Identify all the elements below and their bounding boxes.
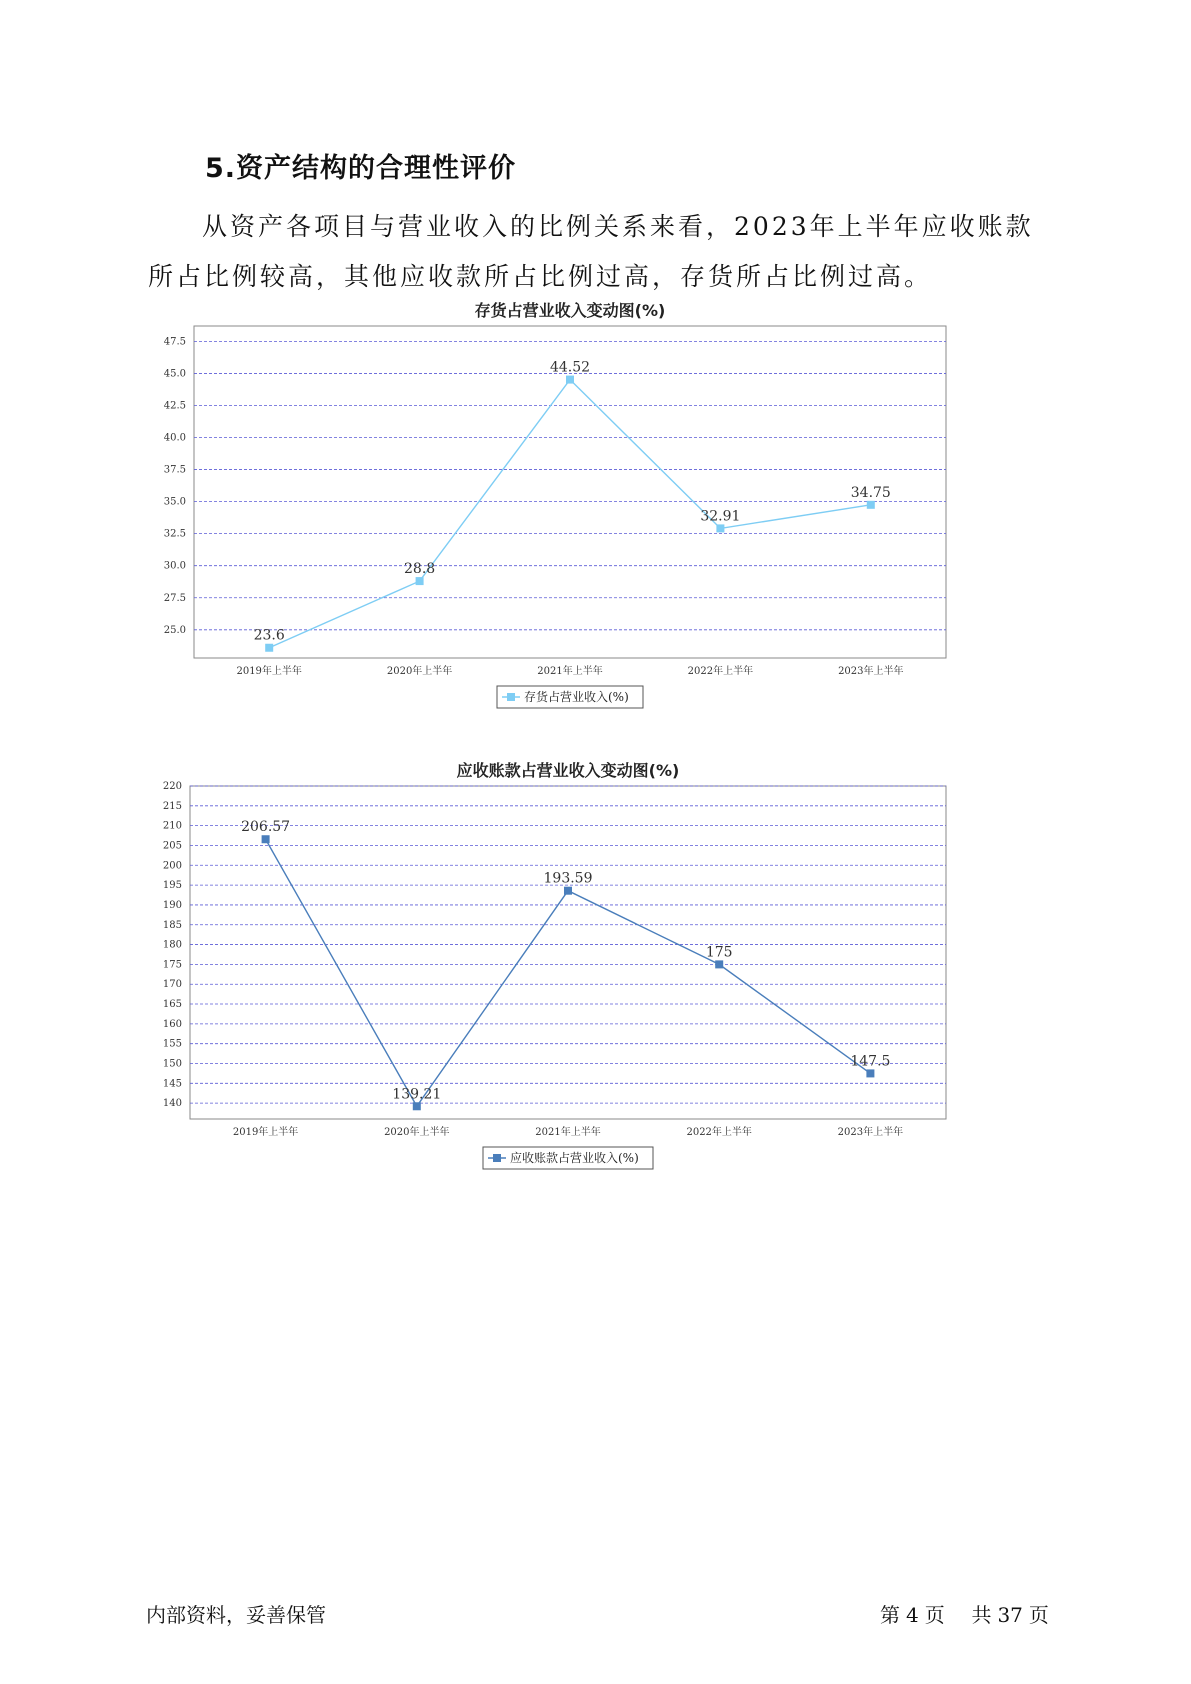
data-label: 34.75 <box>850 484 891 501</box>
plot-area <box>190 786 946 1119</box>
x-tick-label: 2019年上半年 <box>236 666 302 677</box>
x-tick-label: 2020年上半年 <box>386 666 453 677</box>
body-paragraph <box>148 202 1048 302</box>
data-point <box>715 960 723 968</box>
y-tick-label: 170 <box>162 979 182 991</box>
data-point <box>867 501 875 509</box>
y-tick-label: 27.5 <box>163 592 186 604</box>
data-label: 23.6 <box>253 627 285 644</box>
legend-label: 应收账款占营业收入(%) <box>510 1151 639 1165</box>
data-point <box>262 835 270 843</box>
footer-page-number <box>880 1599 1055 1628</box>
y-tick-label: 30.0 <box>163 560 186 572</box>
legend-marker <box>507 693 515 701</box>
x-tick-label: 2022年上半年 <box>686 1127 752 1138</box>
section-heading: 5.资产结构的合理性评价 <box>205 153 517 184</box>
data-point <box>564 887 572 895</box>
y-tick-label: 25.0 <box>163 624 186 636</box>
data-point <box>413 1102 421 1110</box>
y-tick-label: 200 <box>162 860 182 872</box>
y-tick-label: 35.0 <box>163 496 186 508</box>
y-tick-label: 165 <box>162 999 182 1011</box>
data-point <box>866 1069 874 1077</box>
data-label: 193.59 <box>543 870 593 887</box>
y-tick-label: 180 <box>162 939 182 951</box>
x-tick-label: 2023年上半年 <box>837 1127 904 1138</box>
y-tick-label: 220 <box>162 781 182 792</box>
footer-confidential-note: 内部资料，妥善保管 <box>146 1603 326 1627</box>
y-tick-label: 40.0 <box>163 432 186 444</box>
chart-title: 存货占营业收入变动图(%) <box>474 301 666 320</box>
y-tick-label: 185 <box>162 919 182 931</box>
chart-title: 应收账款占营业收入变动图(%) <box>456 761 680 780</box>
data-point <box>265 644 273 652</box>
total-prefix: 共 <box>971 1603 992 1627</box>
y-tick-label: 195 <box>162 880 182 892</box>
y-tick-label: 37.5 <box>163 464 186 476</box>
paragraph-text: 从资产各项目与营业收入的比例关系来看，2023年上半年应收账款所占比例较高，其他应收款所占比例过高，存货所占比例过高。 <box>148 212 1034 291</box>
y-tick-label: 140 <box>162 1098 182 1110</box>
page-unit: 页 <box>924 1603 945 1627</box>
data-point <box>716 524 724 532</box>
x-tick-label: 2021年上半年 <box>535 1127 601 1138</box>
y-tick-label: 210 <box>162 820 182 832</box>
data-label: 32.91 <box>700 508 741 525</box>
y-tick-label: 215 <box>162 800 182 812</box>
y-tick-label: 150 <box>162 1058 182 1070</box>
y-tick-label: 145 <box>162 1078 182 1090</box>
x-tick-label: 2022年上半年 <box>687 666 754 677</box>
data-label: 28.8 <box>404 561 436 578</box>
y-tick-label: 190 <box>162 899 182 911</box>
y-tick-label: 205 <box>162 840 182 852</box>
x-tick-label: 2023年上半年 <box>838 666 904 677</box>
page-num: 4 <box>906 1603 919 1627</box>
y-tick-label: 42.5 <box>163 400 186 412</box>
page-prefix: 第 <box>880 1603 900 1627</box>
data-label: 44.52 <box>549 359 591 376</box>
y-tick-label: 155 <box>162 1038 182 1050</box>
data-label: 175 <box>705 944 733 961</box>
inventory-chart-svg <box>150 301 1050 718</box>
data-label: 139.21 <box>392 1086 442 1103</box>
receivables-chart-svg <box>150 761 1050 1188</box>
legend-label: 存货占营业收入(%) <box>524 690 629 704</box>
receivables-ratio-chart <box>150 761 1050 1188</box>
x-tick-label: 2019年上半年 <box>232 1127 299 1138</box>
y-tick-label: 160 <box>162 1018 182 1030</box>
legend-marker <box>493 1154 501 1162</box>
x-tick-label: 2020年上半年 <box>384 1127 450 1138</box>
data-point <box>416 577 424 585</box>
total-num: 37 <box>997 1603 1023 1627</box>
y-tick-label: 47.5 <box>163 336 186 348</box>
inventory-ratio-chart <box>150 301 1050 718</box>
data-label: 147.5 <box>850 1053 891 1070</box>
data-label: 206.57 <box>241 819 291 836</box>
data-point <box>566 376 574 384</box>
y-tick-label: 45.0 <box>163 368 186 380</box>
y-tick-label: 32.5 <box>163 528 186 540</box>
y-tick-label: 175 <box>162 959 182 971</box>
total-unit: 页 <box>1028 1603 1049 1627</box>
x-tick-label: 2021年上半年 <box>537 666 603 677</box>
